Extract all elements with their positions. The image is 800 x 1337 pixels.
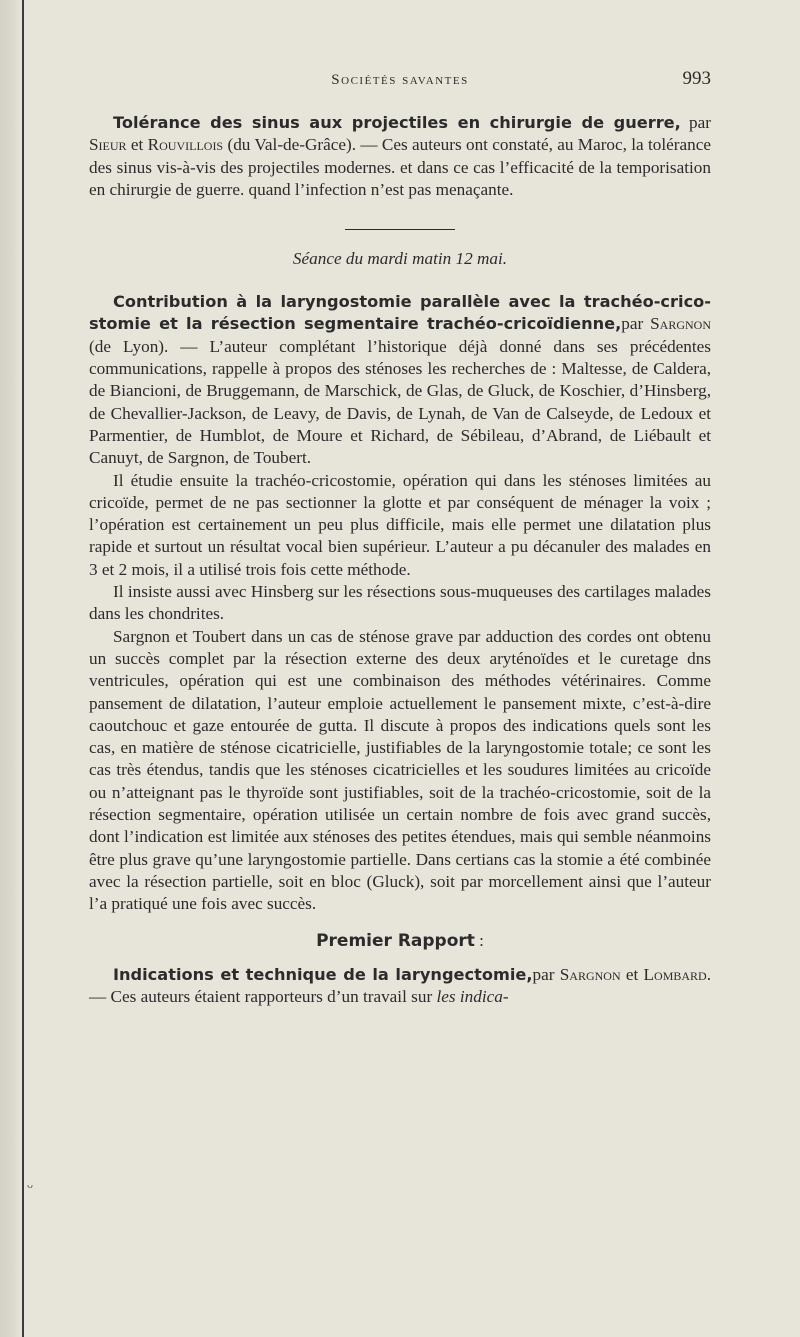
article-title: Tolérance des sinus aux projectiles en chirurgie de guerre,	[113, 113, 681, 132]
article-paragraph	[89, 112, 711, 201]
session-heading: Séance du mardi matin 12 mai.	[292, 249, 508, 269]
by-text: par	[680, 113, 711, 132]
article-paragraph: Sargnon et Toubert dans un cas de sténose grave par adduction des cordes ont obtenu un succès complet par la résection externe des deux aryténoïdes et le curetage dns ventricules, opération qui est une combinaison des méthodes vétérinaires. Comme pansement de dilatation, l’auteur emploie actuellement le pansement mixte, c’est-à-dire caoutchouc et gaze entourée de gutta. Il discute à propos des indications quels sont les cas, en matière de sténose cicatricielle, justifiables de la laryngostomie totale; ce sont les cas très étendus, tandis que les sténoses cicatricielles et les soudures limitées au cricoïde ou n’atteignant pas le thyroïde sont justifiables, soit de la trachéo-cricostomie, soit de la résection segmentaire, opération utilisée un certain nombre de fois avec grand succès, dont l’indication est limitée aux sténoses des petites étendues, mais qui semble néanmoins être plus grave qu’une laryngostomie partielle. Dans certians cas la stomie a été combinée avec la résection partielle, soit en bloc (Gluck), soit par morcellement ainsi que l’auteur l’a pratiqué une fois avec succès.	[89, 626, 711, 914]
page-number: 993	[682, 68, 711, 89]
article-body: (de Lyon). — L’auteur complétant l’historique déjà donné dans ses précédentes communications, rappelle à propos des sténoses les recherches de : Maltesse, de Caldera, de Biancioni, de Bruggemann, de Marschick, de Glas, de Gluck, de Koschier, d’Hinsberg, de Chevallier-Jackson, de Leavy, de Davis, de Lynah, de Van de Calseyde, de Ledoux et Parmentier, de Humblot, de Moure et Richard, de Sébileau, d’Abrand, de Liébault et Canuyt, de Sargnon, de Toubert.	[89, 336, 711, 468]
author-name: Sargnon	[559, 964, 621, 984]
author-name: Lombard	[643, 964, 707, 984]
author-name: Sargnon	[650, 314, 711, 334]
conjunction: et	[126, 135, 148, 155]
running-head-title: Sociétés savantes	[331, 72, 469, 88]
article-laryngostomie	[89, 291, 711, 915]
article-paragraph: Il insiste aussi avec Hinsberg sur les résections sous-muqueuses des cartilages malades dans les chondrites.	[89, 582, 711, 624]
page-binding-edge	[0, 0, 24, 1337]
report-heading	[89, 931, 711, 951]
page-content	[89, 64, 711, 1008]
report-heading-colon: :	[474, 930, 484, 950]
article-laryngectomie	[89, 964, 711, 1009]
margin-mark: ᴗ	[27, 1177, 33, 1191]
by-text: par	[621, 314, 651, 334]
author-name: Sieur	[89, 135, 127, 155]
article-tolerance-sinus	[89, 112, 711, 201]
conjunction: et	[620, 964, 644, 984]
article-body: . — Ces auteurs étaient rapporteurs d’un travail sur	[89, 964, 712, 1006]
article-title: Indications et technique de la laryngectomie,	[113, 964, 533, 984]
article-paragraph	[89, 964, 711, 1009]
running-head	[89, 64, 711, 94]
article-paragraph	[89, 291, 711, 469]
article-body-italic: les indica-	[436, 986, 509, 1006]
section-divider	[345, 229, 455, 230]
article-body: (du Val-de-Grâce). — Ces auteurs ont constaté, au Maroc, la tolérance des sinus vis-à-vis des projectiles modernes. et dans ce cas l’efficacité de la temporisation en chirurgie de guerre. quand l’infection n’est pas menaçante.	[89, 135, 712, 199]
article-paragraph: Il étudie ensuite la trachéo-cricostomie, opération qui dans les sténoses limitées au cricoïde, permet de ne pas sectionner la glotte et par conséquent de ménager la voix ; l’opération est certainement un peu plus difficile, mais elle permet une dilatation plus rapide et surtout un résultat vocal bien supérieur. L’auteur a pu décanuler des malades en 3 et 2 mois, il a utilisé trois fois cette méthode.	[89, 470, 711, 579]
article-title: Contribution à la laryngostomie parallèle avec la trachéo-crico-stomie et la résection segmentaire trachéo-cricoïdienne,	[89, 292, 711, 334]
author-name: Rouvillois	[147, 135, 224, 155]
by-text: par	[532, 964, 560, 984]
report-heading-text: Premier Rapport	[316, 930, 475, 951]
